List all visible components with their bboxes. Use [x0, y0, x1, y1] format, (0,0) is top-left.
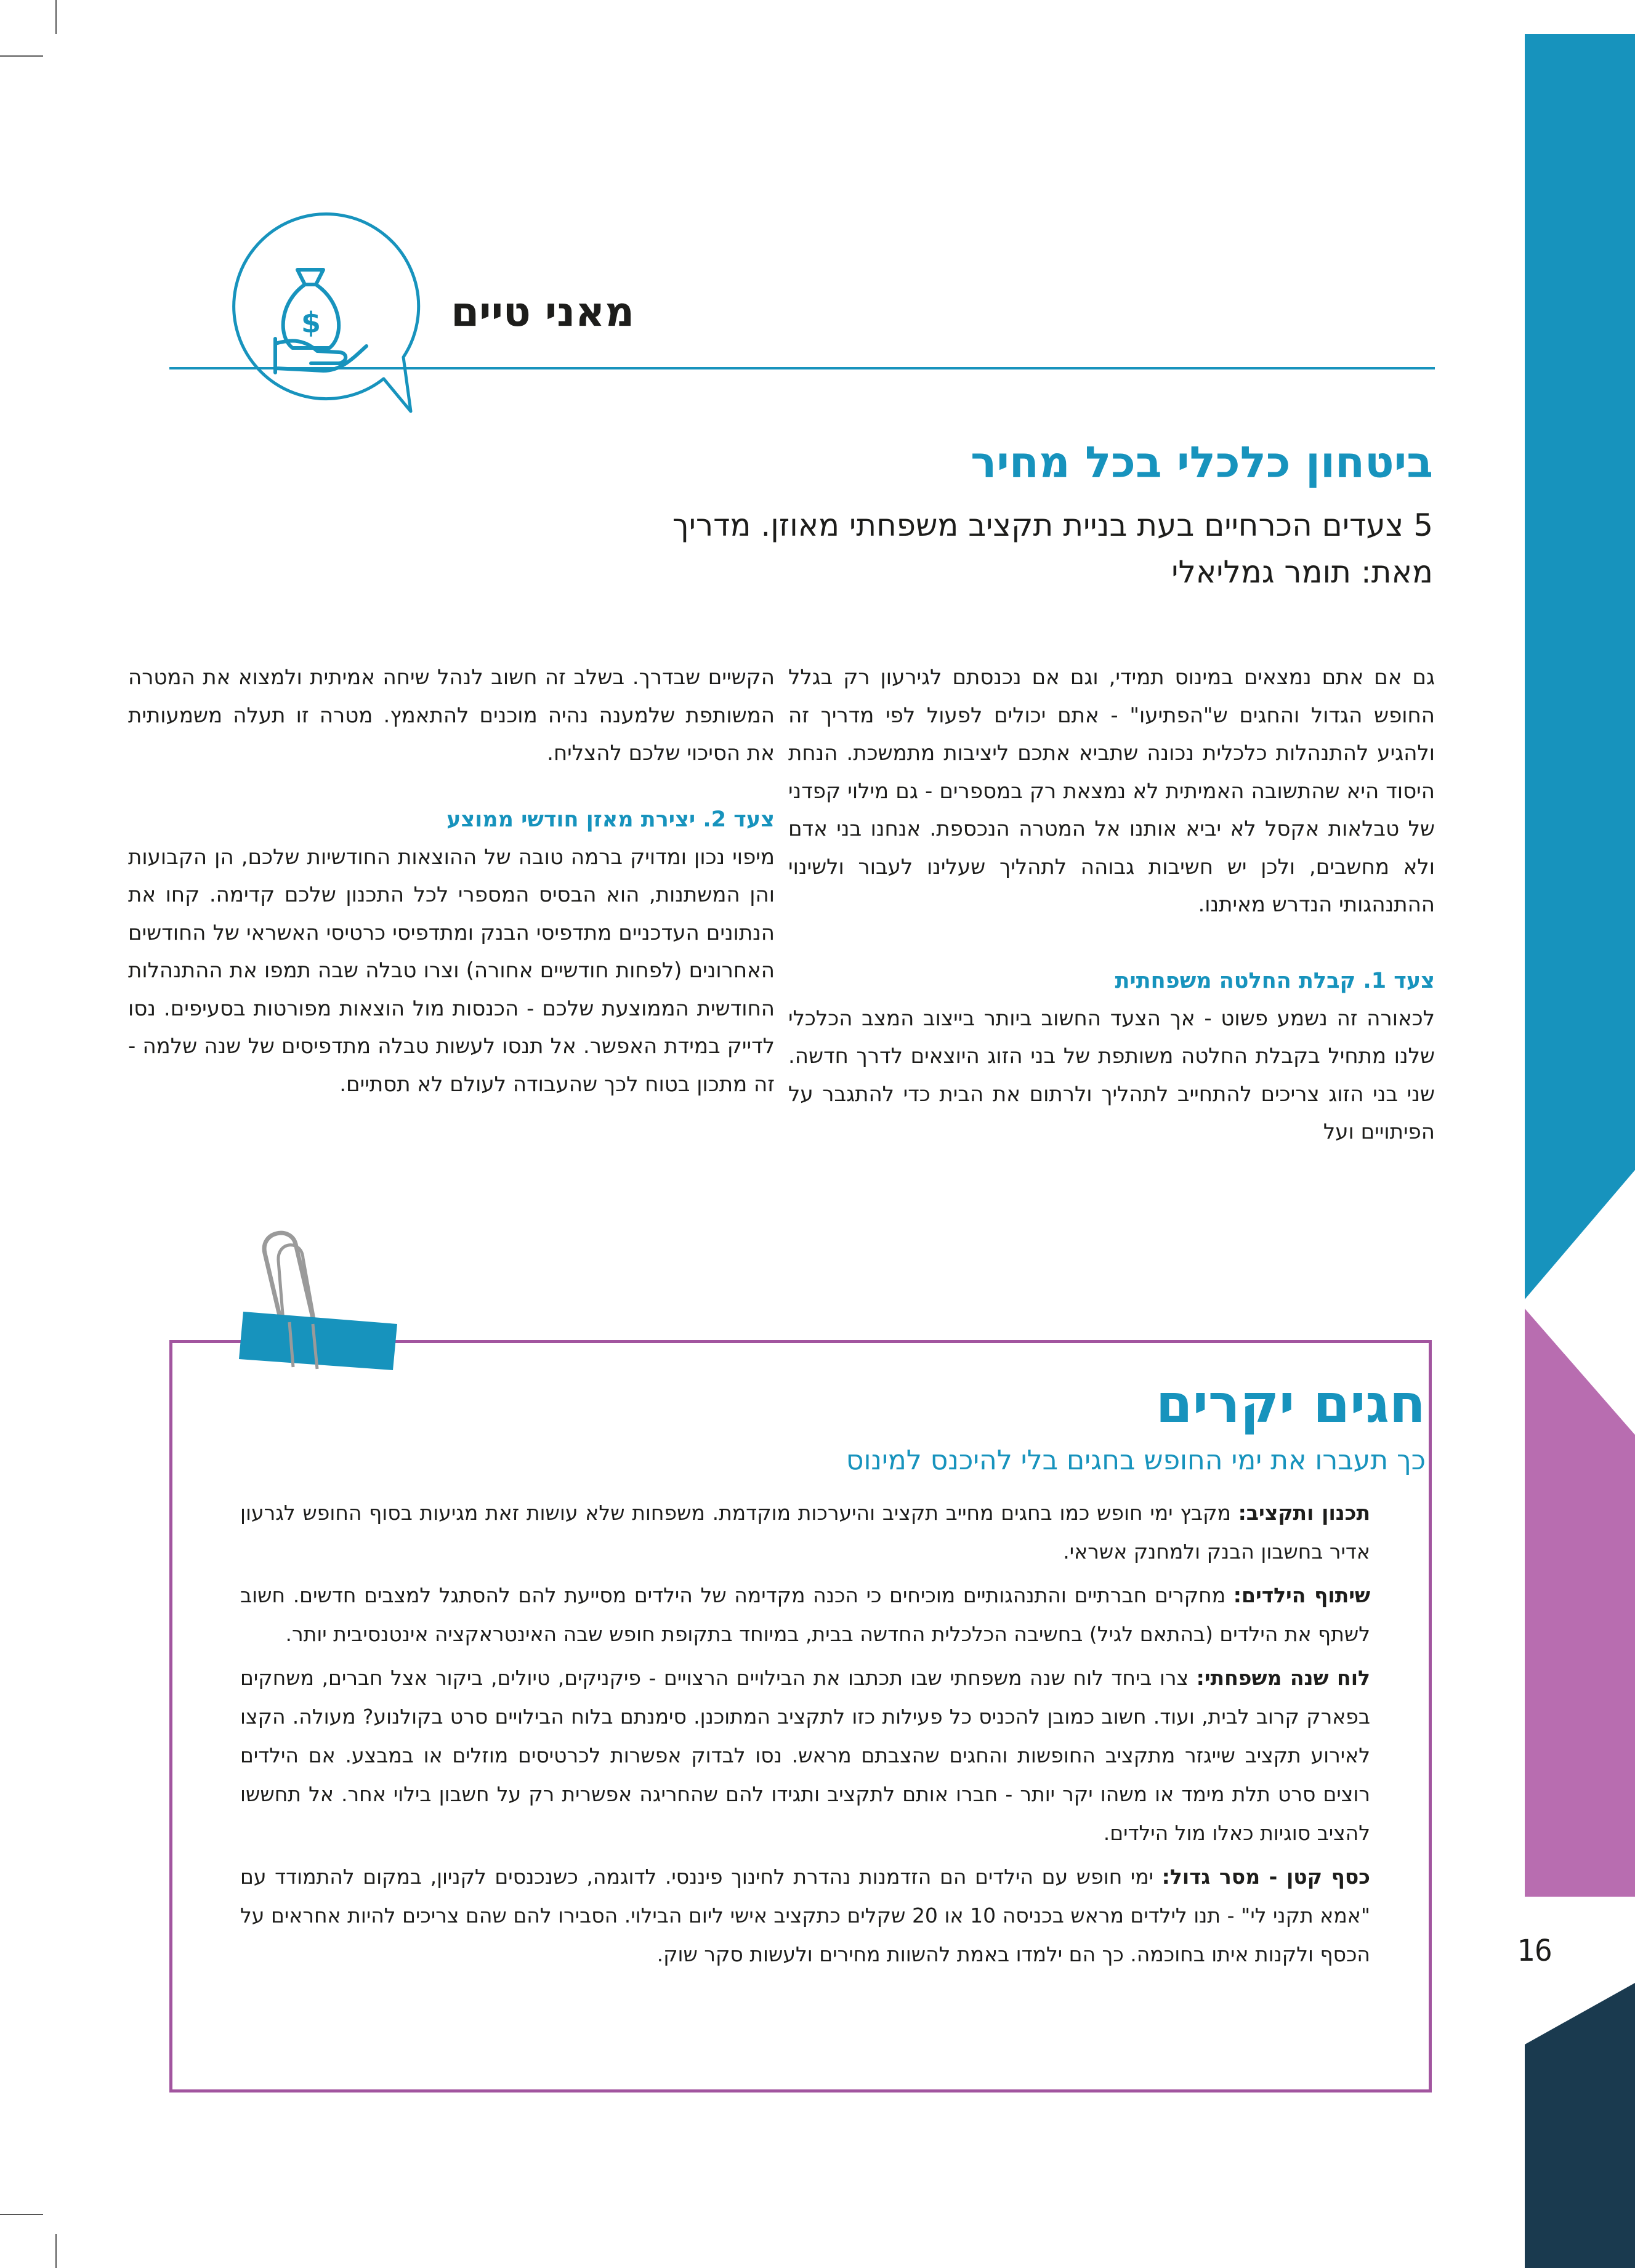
- tip-item: [240, 1493, 1370, 1571]
- box-subtitle: כך תעברו את ימי החופש בחגים בלי להיכנס למינוס: [846, 1445, 1426, 1476]
- tip-label: כסף קטן - מסר גדול:: [1161, 1865, 1370, 1889]
- tip-item: [240, 1576, 1370, 1653]
- section-label: מאני טיים: [451, 288, 634, 336]
- box-title: חגים יקרים: [1155, 1373, 1426, 1435]
- tip-label: תכנון ותקציב:: [1238, 1501, 1370, 1525]
- purple-tab: [1525, 1309, 1635, 1897]
- navy-tab: [1525, 1983, 1635, 2268]
- left-column: [128, 659, 775, 1104]
- tip-text: ימי חופש עם הילדים הם הזדמנות נהדרת לחינוך פיננסי. לדוגמה, כשנכנסים לקניון, במקום להתמודד עם "אמא תקני לי" - תנו לילדים מראש בכניסה 10 או 20 שקלים כתקציב אישי ליום הבילוי. הסבירו להם שהם צריכים להיות אחראים על הכסף ולקנות איתו בחוכמה. כך הם ילמדו באמת להשוות מחירים ולעשות סקר שוק.: [240, 1865, 1371, 1966]
- intro-paragraph: גם אם אתם נמצאים במינוס תמידי, וגם אם נכנסתם לגירעון רק בגלל החופש הגדול והחגים ש"הפתיעו" - אתם יכולים לפעול לפי מדריך זה ולהגיע להתנהלות כלכלית נכונה שתביא אתכם ליציבות מתמשכת. הנחת היסוד היא שהתשובה האמיתית לא נמצאת רק במספרים - גם מילוי קפדני של טבלאות אקסל לא יביא אותנו אל המטרה הנכספת. אנחנו בני אדם ולא מחשבים, ולכן יש חשיבות גבוהה לתהליך שעלינו לעבור ולשינוי ההתנהגותי הנדרש מאיתנו.: [788, 665, 1435, 917]
- right-column: [788, 659, 1435, 1152]
- svg-text:$: $: [301, 306, 321, 339]
- article-subtitle: 5 צעדים הכרחיים בעת בניית תקציב משפחתי מאוזן. מדריך מאת: תומר גמליאלי: [672, 507, 1433, 590]
- step2-paragraph: מיפוי נכון ומדויק ברמה טובה של ההוצאות החודשיות שלכם, הן הקבועות והן המשתנות, הוא הבסיס המספרי לכל התכנון שלכם קדימה. קחו את הנתונים העדכניים מתדפיסי הבנק ומתדפיסי כרטיסי האשראי של החודשים האחרונים (לפחות חודשיים אחורה) וצרו טבלה שבה תמפו את ההתנהלות החודשית הממוצעת שלכם - הכנסות מול הוצאות מפורטות בסעיפים. נסו לדייק במידת האפשר. אל תנסו לעשות טבלה מתדפיסים של שנה שלמה - זה מתכון בטוח לכך שהעבודה לעולם לא תסתיים.: [128, 844, 775, 1097]
- crop-mark: [0, 2214, 43, 2215]
- blue-tab: [1525, 34, 1635, 1299]
- page-number: 16: [1517, 1934, 1552, 1968]
- side-color-tabs: [1515, 0, 1635, 2268]
- tip-text: מחקרים חברתיים והתנהגותיים מוכיחים כי הכנה מקדימה של הילדים מסייעת להם להסתגל למצבים חדשים. חשוב לשתף את הילדים (בהתאם לגיל) בחשיבה הכלכלית החדשה בבית, במיוחד בתקופת חופש שבה האינטראקציה אינטנסיבית יותר.: [240, 1583, 1370, 1646]
- tip-item: [240, 1857, 1370, 1974]
- step2-heading: צעד 2. יצירת מאזן חודשי ממוצע: [446, 807, 775, 832]
- tip-text: צרו ביחד לוח שנה משפחתי שבו תכתבו את הבילויים הרצויים - פיקניקים, טיולים, ביקור אצל חברים, משחקים בפארק קרוב לבית, ועוד. חשוב כמובן להכניס כל פעילות כזו לתקציב המתוכנן. סימנתם בלוח הבילויים סרט בקולנוע? מעולה. הקצו לאירוע תקציב שייגזר מתקציב החופשות והחגים שהצבתם מראש. נסו לבדוק אפשרות לכרטיסים מוזלים או במבצע. אם הילדים רוצים סרט תלת מימד או משהו יקר יותר - חברו אותם לתקציב ותגידו להם שהחריגה אפשרית רק על חשבון בילוי אחר. אל תחששו להציב סוגיות כאלו מול הילדים.: [240, 1666, 1370, 1845]
- crop-mark: [0, 55, 43, 57]
- box-body: [240, 1493, 1370, 1979]
- step1-heading: צעד 1. קבלת החלטה משפחתית: [1115, 968, 1435, 993]
- crop-mark: [55, 2234, 57, 2268]
- header-rule: [169, 367, 1435, 369]
- tip-label: לוח שנה משפחתי:: [1196, 1666, 1370, 1690]
- tip-text: מקבץ ימי חופש כמו בחגים מחייב תקציב והיערכות מוקדמת. משפחות שלא עושות זאת מגיעות בסוף החופש לגרעון אדיר בחשבון הבנק ולמחנק אשראי.: [240, 1501, 1370, 1564]
- tip-label: שיתוף הילדים:: [1233, 1583, 1370, 1607]
- continuation-paragraph: הקשיים שבדרך. בשלב זה חשוב לנהל שיחה אמיתית ולמצוא את המטרה המשותפת שלמענה נהיה מוכנים להתאמץ. מטרה זו תעלה משמעותית את הסיכוי שלכם להצליח.: [128, 665, 775, 765]
- article-title: ביטחון כלכלי בכל מחיר: [971, 437, 1433, 488]
- binder-clip-icon: [234, 1216, 406, 1386]
- step1-paragraph: לכאורה זה נשמע פשוט - אך הצעד החשוב ביותר בייצוב המצב הכלכלי שלנו מתחיל בקבלת החלטה משותפת של בני הזוג היוצאים לדרך חדשה. שני בני הזוג צריכים להתחייב לתהליך ולרתום את הבית כדי להתגבר על הפיתויים ועל: [788, 1006, 1435, 1144]
- tip-item: [240, 1658, 1370, 1852]
- crop-mark: [55, 0, 57, 34]
